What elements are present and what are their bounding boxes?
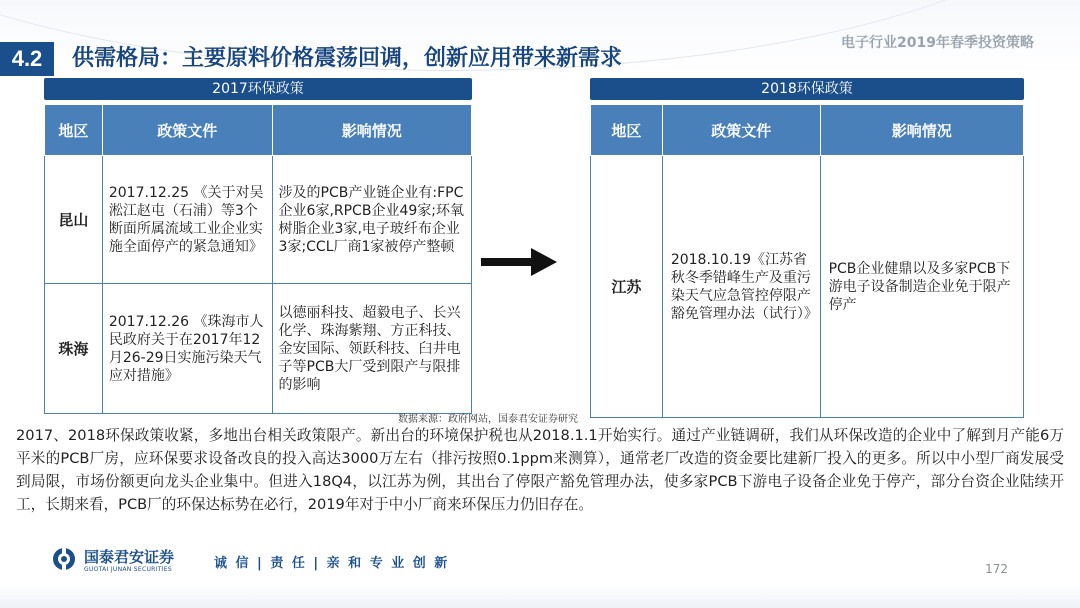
- table-row: [45, 156, 472, 284]
- footer-band: [0, 585, 1080, 608]
- right-arrow-icon: [481, 248, 557, 276]
- column-header-policy: 政策文件: [102, 105, 272, 156]
- table-row: [591, 156, 1024, 418]
- table-header-row: [45, 105, 472, 156]
- impact-cell: PCB企业健鼎以及多家PCB下游电子设备制造企业免于限产停产: [820, 156, 1023, 418]
- section-number: 4.2: [0, 42, 54, 76]
- table-2017-title: 2017环保政策: [44, 78, 472, 100]
- column-header-impact: 影响情况: [820, 105, 1023, 156]
- brand-english-name: GUOTAI JUNAN SECURITIES: [84, 566, 172, 573]
- table-row: [45, 284, 472, 414]
- page-title: 供需格局：主要原料价格震荡回调，创新应用带来新需求: [72, 46, 623, 71]
- region-cell: 江苏: [591, 156, 663, 418]
- data-source: 数据来源：政府网站，国泰君安证券研究: [398, 414, 578, 425]
- policy-cell: 2017.12.25 《关于对吴淞江赵屯（石浦）等3个断面所属流域工业企业实施全面停产的紧急通知》: [102, 156, 272, 284]
- company-motto: 诚 信 | 责 任 | 亲 和 专 业 创 新: [214, 556, 450, 571]
- policy-table-2018: [590, 104, 1024, 418]
- impact-cell: 涉及的PCB产业链企业有:FPC企业6家,RPCB企业49家;环氧树脂企业3家,电子玻纤布企业3家;CCL厂商1家被停产整顿: [272, 156, 471, 284]
- body-paragraph: 2017、2018环保政策收紧，多地出台相关政策限产。新出台的环境保护税也从2018.1.1开始实行。通过产业链调研，我们从环保改造的企业中了解到月产能6万平米的PCB厂房，应环保要求设备改良的投入高达3000万左右（排污按照0.1ppm来测算），通常老厂改造的资金要比建新厂投入的更多。所以中小型厂商发展受到局限，市场份额更向龙头企业集中。但进入18Q4，以江苏为例，其出台了停限产豁免管理办法，使多家PCB下游电子设备企业免于停产，部分台资企业陆续开工，长期来看，PCB厂的环保达标势在必行，2019年对于中小厂商来环保压力仍旧存在。: [16, 427, 1064, 513]
- column-header-region: 地区: [591, 105, 663, 156]
- region-cell: 珠海: [45, 284, 103, 414]
- brand-name: 国泰君安证券: [84, 548, 175, 566]
- policy-cell: 2017.12.26 《珠海市人民政府关于在2017年12月26-29日实施污染天气应对措施》: [102, 284, 272, 414]
- column-header-region: 地区: [45, 105, 103, 156]
- column-header-policy: 政策文件: [662, 105, 820, 156]
- region-cell: 昆山: [45, 156, 103, 284]
- page-number: 172: [985, 562, 1008, 576]
- column-header-impact: 影响情况: [272, 105, 471, 156]
- table-header-row: [591, 105, 1024, 156]
- report-title: 电子行业2019年春季投资策略: [841, 35, 1034, 51]
- policy-cell: 2018.10.19《江苏省秋冬季错峰生产及重污染天气应急管控停限产豁免管理办法（试行）》: [662, 156, 820, 418]
- policy-table-2017: [44, 104, 472, 414]
- company-logo-icon: [52, 547, 80, 571]
- impact-cell: 以德丽科技、超毅电子、长兴化学、珠海紫翔、方正科技、金安国际、领跃科技、臼井电子等PCB大厂受到限产与限排的影响: [272, 284, 471, 414]
- table-2018-title: 2018环保政策: [590, 78, 1024, 100]
